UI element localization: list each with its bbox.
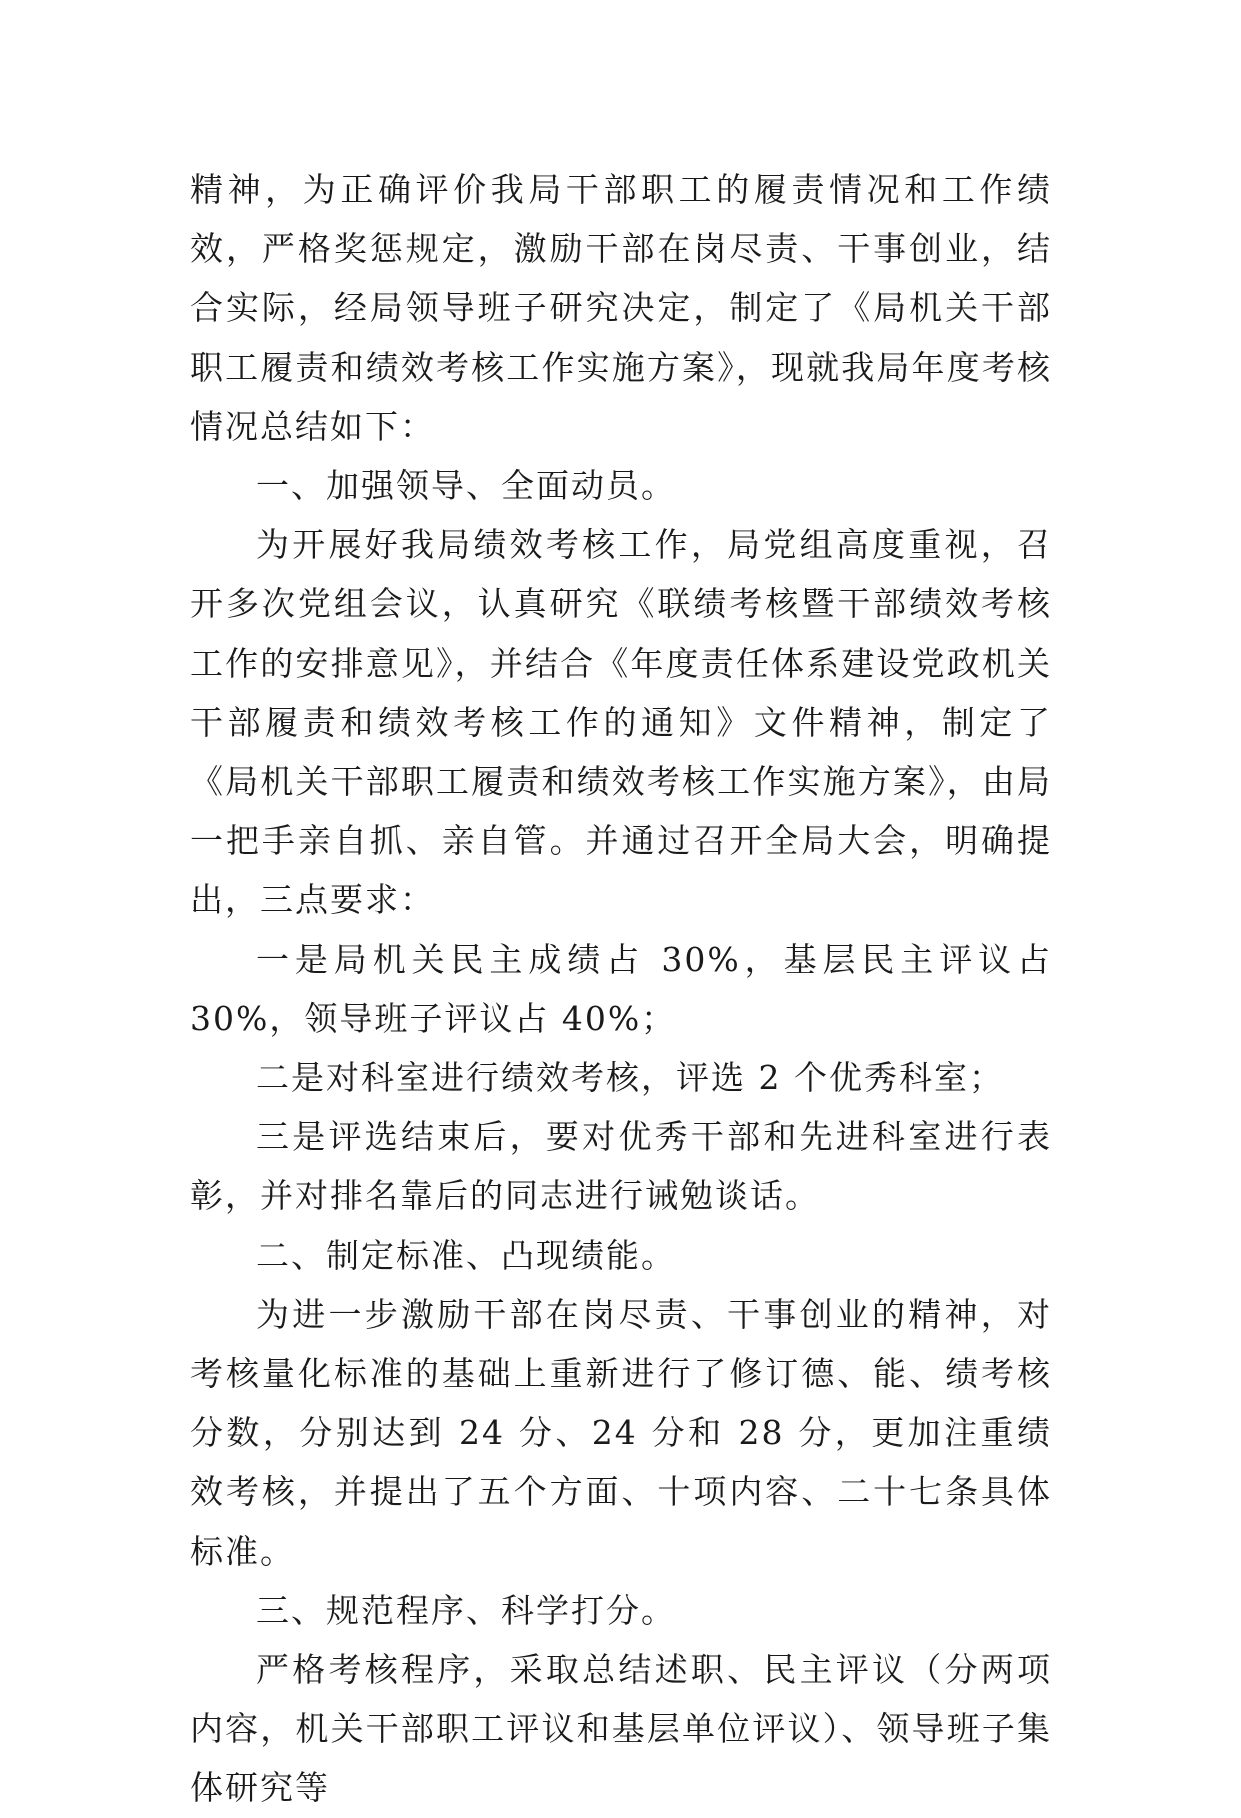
- document-body: [190, 160, 1052, 1818]
- paragraph-section-2: 为进一步激励干部在岗尽责、干事创业的精神，对考核量化标准的基础上重新进行了修订德、能、绩考核分数，分别达到 24 分、24 分和 28 分，更加注重绩效考核，并提出了五个方面、十项内容、二十七条具体标准。: [190, 1294, 1052, 1571]
- paragraph-intro-continued: 精神，为正确评价我局干部职工的履责情况和工作绩效，严格奖惩规定，激励干部在岗尽责、干事创业，结合实际，经局领导班子研究决定，制定了《局机关干部职工履责和绩效考核工作实施方案》，现就我局年度考核情况总结如下：: [190, 170, 1052, 446]
- requirement-item-3: 三是评选结束后，要对优秀干部和先进科室进行表彰，并对排名靠后的同志进行诫勉谈话。: [190, 1117, 1052, 1216]
- requirement-item-2: 二是对科室进行绩效考核，评选 2 个优秀科室；: [256, 1058, 1004, 1098]
- section-heading-2: 二、制定标准、凸现绩能。: [256, 1235, 676, 1275]
- requirement-item-1: 一是局机关民主成绩占 30%，基层民主评议占 30%，领导班子评议占 40%；: [190, 939, 1052, 1038]
- section-heading-1: 一、加强领导、全面动员。: [256, 466, 676, 506]
- section-heading-3: 三、规范程序、科学打分。: [256, 1590, 676, 1630]
- paragraph-section-3: 严格考核程序，采取总结述职、民主评议（分两项内容，机关干部职工评议和基层单位评议）、领导班子集体研究等: [190, 1650, 1052, 1808]
- paragraph-section-1: 为开展好我局绩效考核工作，局党组高度重视，召开多次党组会议，认真研究《联绩考核暨干部绩效考核工作的安排意见》，并结合《年度责任体系建设党政机关干部履责和绩效考核工作的通知》文件精神，制定了《局机关干部职工履责和绩效考核工作实施方案》，由局一把手亲自抓、亲自管。并通过召开全局大会，明确提出，三点要求：: [190, 525, 1052, 920]
